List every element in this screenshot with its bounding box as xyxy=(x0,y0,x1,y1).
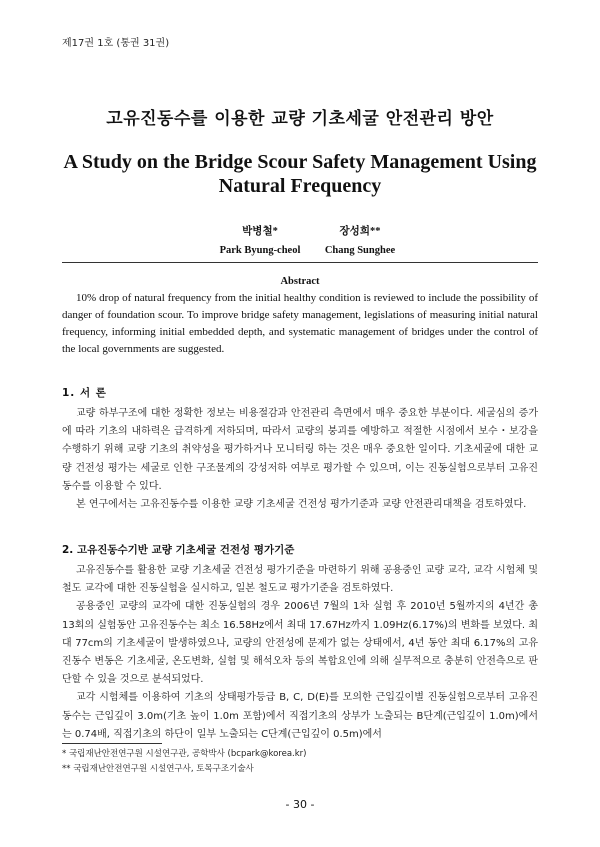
footnotes xyxy=(62,747,306,777)
section-2-paragraph-2: 공용중인 교량의 교각에 대한 진동실험의 경우 2006년 7월의 1차 실험 후 2010년 5월까지의 4년간 총 13회의 실험동안 고유진동수는 최소 16.58Hz에서 최대 17.67Hz까지 1.09Hz(6.17%)의 변화를 보였다. 최대 77cm의 기초세굴이 발생하였으나, 교량의 안전성에 문제가 없는 상태에서, 4년 동안 최대 6.17%의 고유진동수 변동은 기초세굴, 온도변화, 실험 및 해석오차 등의 복합요인에 의해 실무적으로 충분히 안전측으로 판단할 수 있을 것으로 분석되었다. xyxy=(62,601,538,686)
section-1-heading: 1. 서 론 xyxy=(62,387,107,399)
author-2-english: Chang Sunghee xyxy=(324,245,396,256)
section-1-body xyxy=(62,405,538,514)
abstract-text: 10% drop of natural frequency from the initial healthy condition is reviewed to include the possibility of danger of foundation scour. To improve bridge safety management, legislations of measuring initial natural frequency, informing initial embedded depth, and systematic management of bridges under the control of the local governments are suggested. xyxy=(62,292,538,355)
section-2-heading: 2. 고유진동수기반 교량 기초세굴 건전성 평가기준 xyxy=(62,544,295,556)
author-2 xyxy=(305,222,415,260)
author-1-english: Park Byung-cheol xyxy=(219,245,301,256)
footnote-1: * 국립재난안전연구원 시설연구관, 공학박사 (bcpark@korea.kr) xyxy=(62,749,307,759)
page-number: - 30 - xyxy=(285,798,315,811)
title-divider xyxy=(62,262,538,263)
section-1-paragraph-1: 교량 하부구조에 대한 정확한 정보는 비용절감과 안전관리 측면에서 매우 중요한 부분이다. 세굴심의 증가에 따라 기초의 내하력은 급격하게 저하되며, 따라서 교량의 붕괴를 예방하고 적절한 시점에서 보수・보강을 수행하기 위해 교량 기초의 취약성을 평가하거나 모니터링 하는 것은 매우 중요한 일이다. 기초세굴에 대한 교량 건전성 평가는 세굴로 인한 구조물계의 강성저하 여부로 평가할 수 있으며, 이는 진동실험으로부터 고유진동수를 이용할 수 있다. xyxy=(62,408,538,492)
section-2-paragraph-3: 교각 시험체를 이용하여 기초의 상태평가등급 B, C, D(E)를 모의한 근입깊이별 진동실험으로부터 고유진동수는 근입깊이 3.0m(기초 높이 1.0m 포함)에서 직접기초의 상부가 노출되는 B단계(근입깊이 1.0m)에서는 0.74배, 직접기초의 하단이 일부 노출되는 C단계(근입깊이 0.5m)에서 xyxy=(62,692,538,740)
section-1-paragraph-2: 본 연구에서는 고유진동수를 이용한 교량 기초세굴 건전성 평가기준과 교량 안전관리대책을 검토하였다. xyxy=(76,499,527,511)
journal-volume: 제17권 1호 (통권 31권) xyxy=(62,38,170,49)
title-korean: 고유진동수를 이용한 교량 기초세굴 안전관리 방안 xyxy=(106,109,494,129)
abstract-heading: Abstract xyxy=(280,276,320,287)
title-english: A Study on the Bridge Scour Safety Management Using Natural Frequency xyxy=(63,151,537,197)
footnote-divider xyxy=(62,743,162,744)
author-1 xyxy=(205,222,315,260)
author-2-korean: 장성희** xyxy=(339,226,381,237)
section-2-paragraph-1: 고유진동수를 활용한 교량 기초세굴 건전성 평가기준을 마련하기 위해 공용중인 교량 교각, 교각 시험체 및 철도 교각에 대한 진동실험을 실시하고, 일본 철도교 평가기준을 검토하였다. xyxy=(62,565,538,595)
footnote-2: ** 국립재난안전연구원 시설연구사, 토목구조기술사 xyxy=(62,764,254,774)
author-1-korean: 박병철* xyxy=(242,226,278,237)
section-2-body xyxy=(62,562,538,744)
